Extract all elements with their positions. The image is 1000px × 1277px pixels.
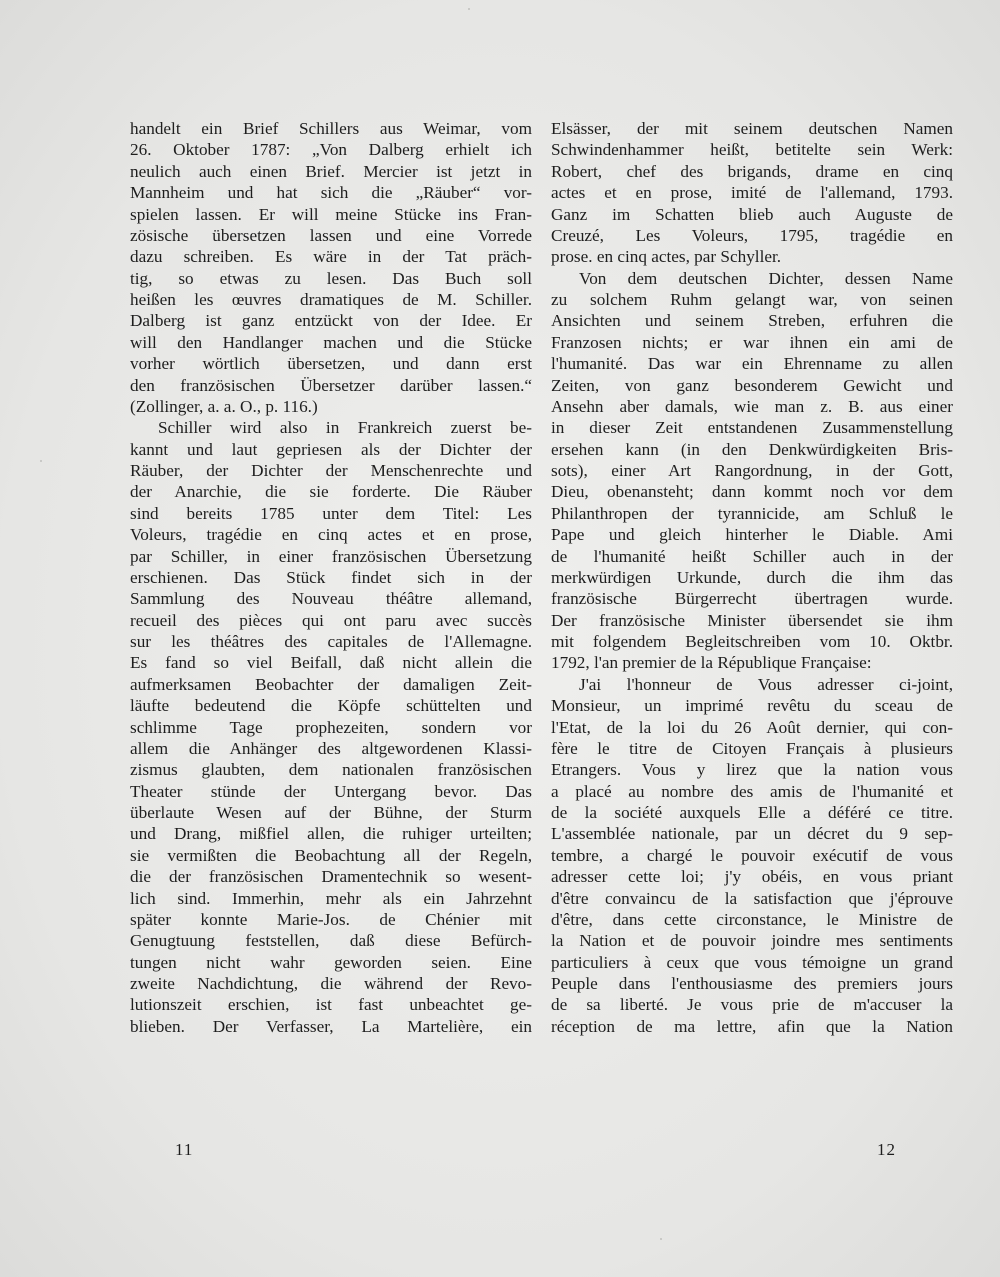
text-line: par Schiller, in einer französischen Übersetzung: [130, 546, 532, 566]
text-line: sind bereits 1785 unter dem Titel: Les: [130, 503, 532, 523]
text-line: Der französische Minister übersendet sie ihm: [551, 610, 953, 630]
text-line: blieben. Der Verfasser, La Martelière, ein: [130, 1016, 532, 1036]
text-line: 26. Oktober 1787: „Von Dalberg erhielt ich: [130, 140, 532, 160]
text-line: Sammlung des Nouveau théâtre allemand,: [130, 589, 532, 609]
text-line: Peuple dans l'enthousiasme des premiers jours: [551, 974, 953, 993]
text-line: und Drang, mißfiel allen, die ruhiger urteilten;: [130, 824, 532, 844]
text-line: de l'humanité heißt Schiller auch in der: [551, 546, 953, 566]
text-line: schlimme Tage prophezeiten, sondern vor: [130, 717, 532, 737]
text-line: l'Etat, de la loi du 26 Août dernier, qui con-: [551, 717, 953, 737]
text-line: Genugtuung feststellen, daß diese Befürch-: [130, 931, 532, 951]
text-line: d'être convaincu de la satisfaction que j'éprouve: [551, 888, 953, 908]
text-line: französische Bürgerrecht übertragen wurde.: [551, 589, 953, 609]
text-line: dazu schreiben. Es wäre in der Tat präch-: [130, 247, 532, 267]
text-line: will den Handlanger machen und die Stücke: [130, 332, 532, 352]
text-line: sots), einer Art Rangordnung, in der Gott,: [551, 461, 953, 480]
text-line: heißen les œuvres dramatiques de M. Schiller.: [130, 290, 532, 309]
text-line: d'être, dans cette circonstance, le Ministre de: [551, 909, 953, 929]
text-line: de la société auxquels Elle a déféré ce titre.: [551, 803, 953, 822]
text-line: Zeiten, von ganz besonderem Gewicht und: [551, 375, 953, 395]
text-line: l'humanité. Das war ein Ehrenname zu allen: [551, 354, 953, 374]
page-number-right: 12: [877, 1140, 896, 1159]
text-line: lutionszeit erschien, ist fast unbeachtet ge-: [130, 995, 532, 1015]
text-line: Dieu, obenansteht; dann kommt noch vor dem: [551, 482, 953, 502]
text-line: Ansichten und seinem Streben, erfuhren die: [551, 311, 953, 331]
text-line: J'ai l'honneur de Vous adresser ci-joint,: [579, 674, 953, 694]
text-line: Philanthropen der tyrannicide, am Schluß le: [551, 503, 953, 523]
paper-speck: [40, 460, 42, 462]
text-line: zu solchem Ruhm gelangt war, von seinen: [551, 290, 953, 309]
text-line: fère le titre de Citoyen Français à plusieurs: [551, 738, 953, 758]
text-line: lich sind. Immerhin, mehr als ein Jahrzehnt: [130, 888, 532, 908]
text-line: erschienen. Das Stück findet sich in der: [130, 567, 532, 587]
text-line: zösische übersetzen lassen und eine Vorrede: [130, 225, 532, 245]
text-line: später konnte Marie-Jos. de Chénier mit: [130, 909, 532, 929]
text-line: 1792, l'an premier de la République Française:: [551, 653, 872, 673]
text-line: merkwürdigen Urkunde, durch die ihm das: [551, 567, 953, 587]
text-line: Etrangers. Vous y lirez que la nation vous: [551, 760, 953, 780]
text-line: réception de ma lettre, afin que la Nation: [551, 1016, 953, 1036]
text-line: sie vermißten die Beobachtung all der Regeln,: [130, 845, 532, 865]
text-line: Theater stünde der Untergang bevor. Das: [130, 781, 532, 801]
paper-speck: [468, 8, 470, 10]
text-line: Mannheim und hat sich die „Räuber“ vor-: [130, 183, 532, 203]
text-line: Voleurs, tragédie en cinq actes et en prose,: [130, 525, 532, 545]
text-line: sur les théâtres des capitales de l'Allemagne.: [130, 632, 532, 651]
text-line: L'assemblée nationale, par un décret du 9 sep-: [551, 824, 953, 844]
text-line: in dieser Zeit entstandenen Zusammenstellung: [551, 418, 953, 438]
text-line: Ganz im Schatten blieb auch Auguste de: [551, 204, 953, 224]
text-line: den französischen Übersetzer darüber lassen.“: [130, 375, 532, 395]
text-line: Ansehn aber damals, wie man z. B. aus einer: [551, 396, 953, 416]
text-line: Creuzé, Les Voleurs, 1795, tragédie en: [551, 225, 953, 245]
text-line: Elsässer, der mit seinem deutschen Namen: [551, 119, 953, 138]
text-line: Von dem deutschen Dichter, dessen Name: [579, 268, 953, 288]
text-line: zismus glaubten, dem nationalen französischen: [130, 760, 532, 780]
text-line: a placé au nombre des amis de l'humanité et: [551, 781, 953, 801]
text-line: zweite Nachdichtung, die während der Revo-: [130, 974, 532, 993]
text-line: actes et en prose, imité de l'allemand, 1793.: [551, 183, 953, 203]
text-line: recueil des pièces qui ont paru avec succès: [130, 610, 532, 630]
text-line: Franzosen nichts; er war ihnen ein ami de: [551, 332, 953, 352]
text-line: de sa liberté. Je vous prie de m'accuser la: [551, 995, 953, 1015]
text-line: Es fand so viel Beifall, daß nicht allein die: [130, 653, 532, 673]
text-line: spielen lassen. Er will meine Stücke ins Fran-: [130, 204, 532, 224]
text-line: prose. en cinq actes, par Schyller.: [551, 247, 782, 267]
text-line: adresser cette loi; j'y obéis, en vous priant: [551, 867, 953, 887]
text-line: mit folgendem Begleitschreiben vom 10. Oktbr.: [551, 632, 953, 651]
left-page-column: [130, 118, 532, 1037]
right-page-column: [551, 118, 953, 1037]
text-line: Pape und gleich hinterher le Diable. Ami: [551, 525, 953, 545]
text-line: Dalberg ist ganz entzückt von der Idee. Er: [130, 311, 532, 331]
text-line: Schwindenhammer heißt, betitelte sein Werk:: [551, 140, 953, 160]
text-line: Monsieur, un imprimé revêtu du sceau de: [551, 696, 953, 716]
text-line: Räuber, der Dichter der Menschenrechte und: [130, 461, 532, 480]
text-line: überlaute Wesen auf der Bühne, der Sturm: [130, 803, 532, 822]
text-line: ersehen kann (in den Denkwürdigkeiten Bris-: [551, 439, 953, 459]
text-line: Robert, chef des brigands, drame en cinq: [551, 161, 953, 181]
text-line: handelt ein Brief Schillers aus Weimar, vom: [130, 119, 532, 138]
page-number-left: 11: [175, 1140, 194, 1159]
text-line: aufmerksamen Beobachter der damaligen Zeit-: [130, 674, 532, 694]
text-line: tembre, a chargé le pouvoir exécutif de vous: [551, 845, 953, 865]
text-line: la Nation et de pouvoir joindre mes sentiments: [551, 931, 953, 951]
text-line: tungen nicht wahr geworden seien. Eine: [130, 952, 532, 972]
text-line: kannt und laut gepriesen als der Dichter der: [130, 439, 532, 459]
text-line: der Anarchie, die sie forderte. Die Räuber: [130, 482, 532, 502]
text-line: Schiller wird also in Frankreich zuerst be-: [158, 418, 532, 438]
text-line: tig, so etwas zu lesen. Das Buch soll: [130, 268, 532, 288]
text-line: vorher wörtlich übersetzen, und dann erst: [130, 354, 532, 374]
text-line: particuliers à ceux que vous témoigne un grand: [551, 952, 953, 972]
text-line: die der französischen Dramentechnik so wesent-: [130, 867, 532, 887]
text-line: neulich auch einen Brief. Mercier ist jetzt in: [130, 161, 532, 181]
text-line: läufte bedeutend die Köpfe schüttelten und: [130, 696, 532, 716]
text-line: allem die Anhänger des altgewordenen Klassi-: [130, 738, 532, 758]
paper-speck: [660, 1238, 662, 1240]
text-line: (Zollinger, a. a. O., p. 116.): [130, 396, 318, 416]
